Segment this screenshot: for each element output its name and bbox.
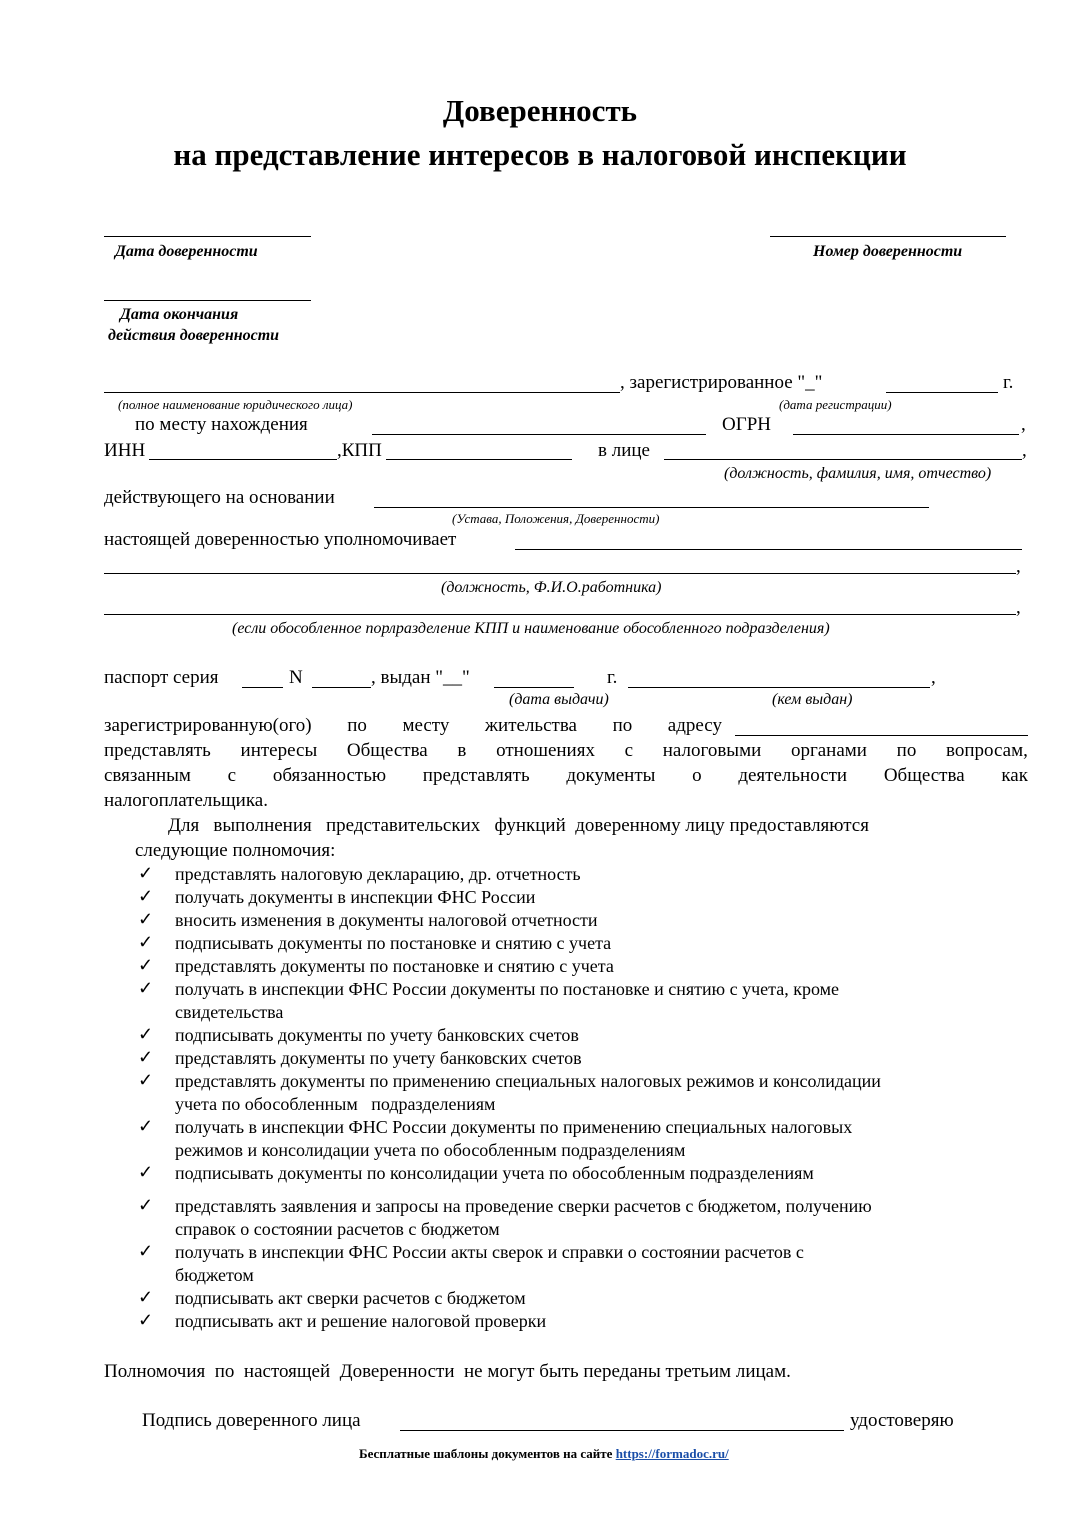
represent-line-3: налогоплательщика. bbox=[104, 790, 268, 811]
power-item-cont: учета по обособленным подразделениям bbox=[175, 1094, 496, 1114]
location-line bbox=[372, 434, 706, 435]
footer-text: Бесплатные шаблоны документов на сайте bbox=[359, 1446, 613, 1461]
inn-label: ИНН bbox=[104, 440, 146, 461]
expiry-label-2: действия доверенности bbox=[108, 327, 280, 344]
passport-label: паспорт серия bbox=[104, 667, 219, 688]
power-item-cont: свидетельства bbox=[175, 1002, 284, 1022]
issued-year-mark: г. bbox=[607, 667, 618, 688]
power-item: подписывать акт и решение налоговой проверки bbox=[175, 1311, 547, 1331]
check-icon: ✓ bbox=[138, 1162, 154, 1182]
power-item: представлять документы по применению специальных налоговых режимов и консолидации bbox=[175, 1071, 881, 1091]
address-line bbox=[735, 735, 1028, 736]
power-item: подписывать акт сверки расчетов с бюджетом bbox=[175, 1288, 526, 1308]
power-item: получать документы в инспекции ФНС России bbox=[175, 887, 536, 907]
issued-label: , выдан "__" bbox=[371, 667, 470, 688]
power-item: представлять документы по постановке и снятию с учета bbox=[175, 956, 614, 976]
authorizes-text: настоящей доверенностью уполномочивает bbox=[104, 529, 457, 550]
footer-link[interactable]: https://formadoc.ru/ bbox=[615, 1446, 729, 1461]
inn-line bbox=[149, 459, 337, 460]
check-icon: ✓ bbox=[138, 978, 154, 998]
entity-name-line bbox=[104, 392, 620, 393]
footer bbox=[359, 1446, 729, 1462]
in-person-label: в лице bbox=[598, 440, 650, 461]
power-item: представлять заявления и запросы на проведение сверки расчетов с бюджетом, получению bbox=[175, 1196, 872, 1216]
kpp-label: ,КПП bbox=[337, 440, 382, 461]
residence-text: зарегистрированную(ого) по месту жительства по адресу bbox=[104, 715, 722, 736]
check-icon: ✓ bbox=[138, 1024, 154, 1044]
power-item: подписывать документы по постановке и снятию с учета bbox=[175, 933, 612, 953]
check-icon: ✓ bbox=[138, 1310, 154, 1330]
acting-text: действующего на основании bbox=[104, 487, 335, 508]
number-field-line bbox=[770, 236, 1006, 237]
expiry-label-1: Дата окончания bbox=[120, 306, 239, 323]
comma-4: , bbox=[1016, 597, 1021, 618]
check-icon: ✓ bbox=[138, 1047, 154, 1067]
year-mark: г. bbox=[1003, 372, 1014, 393]
power-item: получать в инспекции ФНС России документы по постановке и снятию с учета, кроме bbox=[175, 979, 839, 999]
comma-5: , bbox=[931, 667, 936, 688]
power-item: представлять документы по учету банковских счетов bbox=[175, 1048, 582, 1068]
check-icon: ✓ bbox=[138, 1070, 154, 1090]
power-item: представлять налоговую декларацию, др. отчетность bbox=[175, 864, 581, 884]
issued-by-caption: (кем выдан) bbox=[772, 691, 853, 708]
no-transfer-text: Полномочия по настоящей Доверенности не могут быть переданы третьим лицам. bbox=[104, 1361, 791, 1382]
comma-3: , bbox=[1016, 556, 1021, 577]
employee-caption: (должность, Ф.И.О.работника) bbox=[441, 579, 662, 596]
ogrn-line bbox=[793, 434, 1019, 435]
powers-intro-2: следующие полномочия: bbox=[135, 840, 336, 861]
authorizes-line bbox=[515, 549, 1022, 550]
check-icon: ✓ bbox=[138, 1241, 154, 1261]
comma-2: , bbox=[1022, 440, 1027, 461]
represent-line-1: представлять интересы Общества в отношениях с налоговыми органами по вопросам, bbox=[104, 740, 1028, 761]
issue-date-line bbox=[494, 687, 574, 688]
registered-text: , зарегистрированное "_" bbox=[620, 372, 823, 393]
passport-n-label: N bbox=[289, 667, 303, 688]
reg-date-line bbox=[886, 392, 998, 393]
employee-line bbox=[104, 573, 1016, 574]
basis-caption: (Устава, Положения, Доверенности) bbox=[452, 511, 660, 526]
check-icon: ✓ bbox=[138, 886, 154, 906]
entity-caption: (полное наименование юридического лица) bbox=[118, 397, 353, 412]
check-icon: ✓ bbox=[138, 1116, 154, 1136]
location-text: по месту нахождения bbox=[135, 414, 308, 435]
certify-text: удостоверяю bbox=[850, 1410, 954, 1431]
power-item: получать в инспекции ФНС России документы по применению специальных налоговых bbox=[175, 1117, 853, 1137]
date-field-line bbox=[104, 236, 311, 237]
power-item-cont: режимов и консолидации учета по обособленным подразделениям bbox=[175, 1140, 686, 1160]
power-item-cont: бюджетом bbox=[175, 1265, 254, 1285]
passport-number-line bbox=[312, 687, 371, 688]
power-item: вносить изменения в документы налоговой отчетности bbox=[175, 910, 598, 930]
check-icon: ✓ bbox=[138, 1195, 154, 1215]
signature-line bbox=[400, 1430, 844, 1431]
issue-date-caption: (дата выдачи) bbox=[509, 691, 609, 708]
ogrn-label: ОГРН bbox=[722, 414, 771, 435]
power-item: подписывать документы по учету банковских счетов bbox=[175, 1025, 579, 1045]
document-title: Доверенность bbox=[442, 93, 638, 128]
number-label: Номер доверенности bbox=[813, 243, 963, 260]
check-icon: ✓ bbox=[138, 863, 154, 883]
passport-series-line bbox=[242, 687, 283, 688]
basis-line bbox=[374, 507, 929, 508]
check-icon: ✓ bbox=[138, 955, 154, 975]
branch-line bbox=[104, 614, 1016, 615]
reg-date-caption: (дата регистрации) bbox=[779, 397, 892, 412]
check-icon: ✓ bbox=[138, 909, 154, 929]
date-label: Дата доверенности bbox=[115, 243, 258, 260]
document-subtitle: на представление интересов в налоговой инспекции bbox=[173, 137, 907, 172]
issued-by-line bbox=[628, 687, 930, 688]
expiry-field-line bbox=[104, 300, 311, 301]
check-icon: ✓ bbox=[138, 1287, 154, 1307]
branch-caption: (если обособленное порлразделение КПП и наименование обособленного подразделения) bbox=[232, 620, 830, 637]
powers-intro-1: Для выполнения представительских функций доверенному лицу предоставляются bbox=[168, 815, 869, 836]
position-caption: (должность, фамилия, имя, отчество) bbox=[724, 465, 992, 482]
power-item-cont: справок о состоянии расчетов с бюджетом bbox=[175, 1219, 500, 1239]
comma-1: , bbox=[1021, 414, 1026, 435]
in-person-line bbox=[664, 459, 1022, 460]
represent-line-2: связанным с обязанностью представлять документы о деятельности Общества как bbox=[104, 765, 1028, 786]
power-item: подписывать документы по консолидации учета по обособленным подразделениям bbox=[175, 1163, 814, 1183]
signature-label: Подпись доверенного лица bbox=[142, 1410, 361, 1431]
kpp-line bbox=[386, 459, 572, 460]
check-icon: ✓ bbox=[138, 932, 154, 952]
power-item: получать в инспекции ФНС России акты сверок и справки о состоянии расчетов с bbox=[175, 1242, 804, 1262]
